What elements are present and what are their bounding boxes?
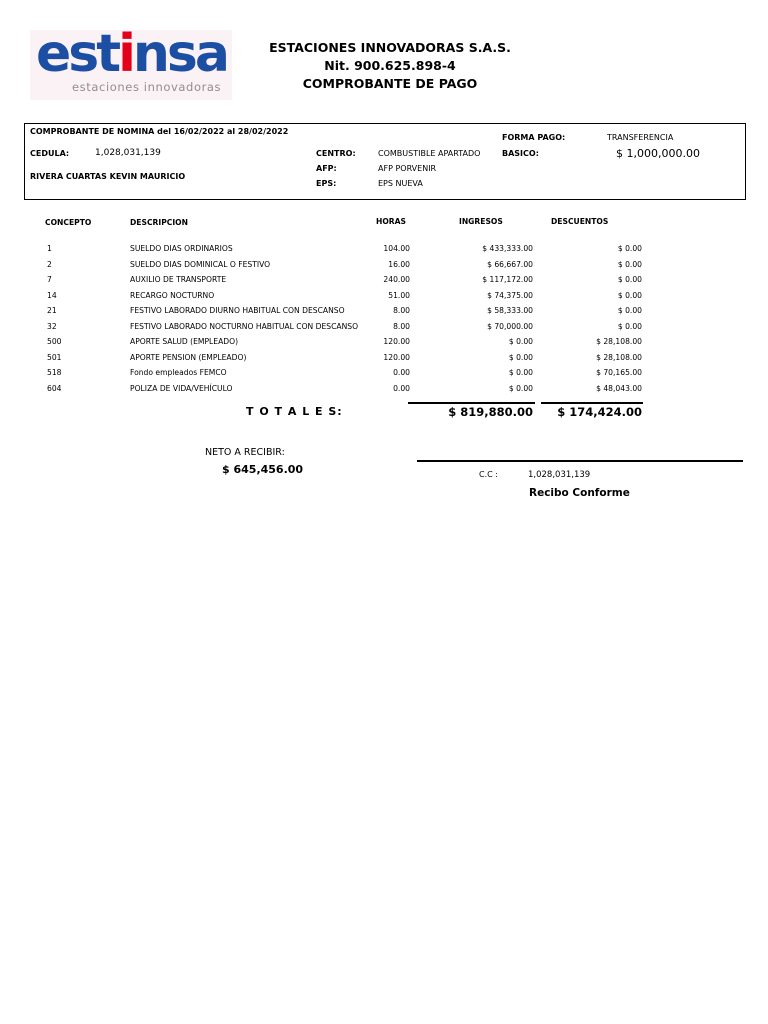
cell-descripcion: FESTIVO LABORADO NOCTURNO HABITUAL CON DESCANSO: [130, 322, 359, 331]
eps-label: EPS:: [316, 179, 337, 188]
table-row: [0, 291, 768, 306]
table-row: [0, 260, 768, 275]
table-row: [0, 384, 768, 399]
neto-value: $ 645,456.00: [222, 463, 304, 476]
totals-label: T O T A L E S:: [246, 405, 343, 418]
cell-horas: 8.00: [393, 322, 410, 331]
cell-descripcion: FESTIVO LABORADO DIURNO HABITUAL CON DESCANSO: [130, 306, 345, 315]
cell-descuentos: $ 0.00: [617, 244, 642, 253]
cell-descuentos: $ 28,108.00: [596, 353, 642, 362]
payroll-period: COMPROBANTE DE NOMINA del 16/02/2022 al 28/02/2022: [30, 127, 289, 136]
cell-descuentos: $ 48,043.00: [596, 384, 642, 393]
cell-concepto: 604: [47, 384, 62, 393]
cell-horas: 120.00: [383, 337, 410, 346]
cell-descripcion: POLIZA DE VIDA/VEHÍCULO: [130, 384, 233, 393]
cell-concepto: 14: [47, 291, 57, 300]
header-ingresos: INGRESOS: [459, 217, 503, 226]
cell-descripcion: RECARGO NOCTURNO: [130, 291, 215, 300]
basico-label: BASICO:: [502, 149, 539, 158]
header-concepto: CONCEPTO: [45, 218, 92, 227]
cell-descripcion: APORTE PENSION (EMPLEADO): [130, 353, 247, 362]
cell-horas: 0.00: [393, 368, 410, 377]
cell-horas: 104.00: [383, 244, 410, 253]
cell-concepto: 7: [47, 275, 52, 284]
basico-value: $ 1,000,000.00: [616, 147, 700, 160]
cell-descripcion: Fondo empleados FEMCO: [130, 368, 227, 377]
cell-descuentos: $ 0.00: [617, 306, 642, 315]
cell-descripcion: SUELDO DIAS ORDINARIOS: [130, 244, 233, 253]
forma-pago-label: FORMA PAGO:: [502, 133, 566, 142]
cell-concepto: 2: [47, 260, 52, 269]
cell-horas: 16.00: [388, 260, 410, 269]
cell-ingresos: $ 74,375.00: [487, 291, 533, 300]
cell-ingresos: $ 70,000.00: [487, 322, 533, 331]
table-row: [0, 337, 768, 352]
cell-ingresos: $ 0.00: [508, 337, 533, 346]
cell-ingresos: $ 117,172.00: [482, 275, 533, 284]
cell-ingresos: $ 0.00: [508, 353, 533, 362]
cc-value: 1,028,031,139: [528, 470, 591, 480]
logo-tagline: estaciones innovadoras: [72, 80, 222, 94]
cell-ingresos: $ 433,333.00: [482, 244, 533, 253]
afp-label: AFP:: [316, 164, 337, 173]
cell-horas: 120.00: [383, 353, 410, 362]
cell-ingresos: $ 0.00: [508, 368, 533, 377]
logo-wordmark: estinsa: [36, 24, 227, 84]
cell-concepto: 1: [47, 244, 52, 253]
cell-horas: 51.00: [388, 291, 410, 300]
centro-value: COMBUSTIBLE APARTADO: [378, 149, 481, 158]
header-horas: HORAS: [376, 217, 407, 226]
total-descuentos: $ 174,424.00: [557, 405, 642, 419]
cell-descuentos: $ 0.00: [617, 275, 642, 284]
totals-descuentos-rule: [541, 402, 643, 404]
header-descripcion: DESCRIPCION: [130, 218, 188, 227]
employee-name: RIVERA CUARTAS KEVIN MAURICIO: [30, 172, 186, 181]
company-logo: [30, 24, 232, 100]
eps-value: EPS NUEVA: [378, 179, 423, 188]
cell-horas: 0.00: [393, 384, 410, 393]
cell-descripcion: APORTE SALUD (EMPLEADO): [130, 337, 239, 346]
cell-concepto: 501: [47, 353, 62, 362]
table-row: [0, 322, 768, 337]
cell-descuentos: $ 0.00: [617, 291, 642, 300]
cell-descuentos: $ 70,165.00: [596, 368, 642, 377]
cell-ingresos: $ 0.00: [508, 384, 533, 393]
cell-ingresos: $ 58,333.00: [487, 306, 533, 315]
cell-descuentos: $ 0.00: [617, 322, 642, 331]
document-title: COMPROBANTE DE PAGO: [302, 76, 478, 91]
cell-ingresos: $ 66,667.00: [487, 260, 533, 269]
recibo-conforme: Recibo Conforme: [529, 487, 630, 499]
table-row: [0, 275, 768, 290]
cedula-label: CEDULA:: [30, 149, 70, 158]
signature-line: [417, 460, 743, 462]
table-row: [0, 353, 768, 368]
cell-concepto: 518: [47, 368, 62, 377]
totals-ingresos-rule: [408, 402, 535, 404]
cell-descuentos: $ 0.00: [617, 260, 642, 269]
table-row: [0, 368, 768, 383]
table-row: [0, 244, 768, 259]
company-name: ESTACIONES INNOVADORAS S.A.S.: [269, 40, 511, 55]
cell-descuentos: $ 28,108.00: [596, 337, 642, 346]
table-row: [0, 306, 768, 321]
total-ingresos: $ 819,880.00: [448, 405, 533, 419]
cell-descripcion: SUELDO DIAS DOMINICAL O FESTIVO: [130, 260, 271, 269]
cc-label: C.C :: [479, 470, 498, 479]
cell-concepto: 32: [47, 322, 57, 331]
forma-pago-value: TRANSFERENCIA: [607, 133, 674, 142]
afp-value: AFP PORVENIR: [378, 164, 437, 173]
centro-label: CENTRO:: [316, 149, 356, 158]
cell-concepto: 21: [47, 306, 57, 315]
cell-horas: 240.00: [383, 275, 410, 284]
cedula-value: 1,028,031,139: [95, 148, 161, 158]
cell-horas: 8.00: [393, 306, 410, 315]
cell-descripcion: AUXILIO DE TRANSPORTE: [130, 275, 227, 284]
cell-concepto: 500: [47, 337, 62, 346]
neto-label: NETO A RECIBIR:: [205, 447, 285, 458]
company-nit: Nit. 900.625.898-4: [324, 58, 456, 73]
header-descuentos: DESCUENTOS: [551, 217, 609, 226]
